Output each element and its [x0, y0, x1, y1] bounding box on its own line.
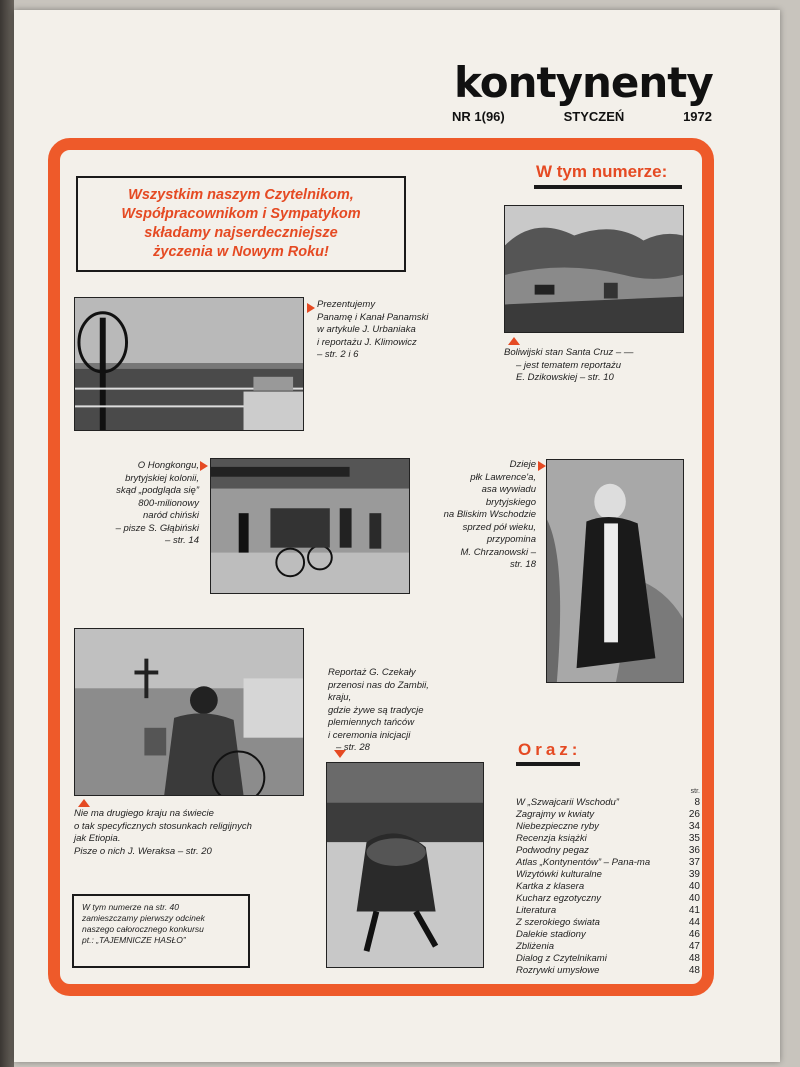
lawrence-photo [546, 459, 684, 683]
ethiopia-caption [74, 808, 304, 858]
toc-item-title: Dialog z Czytelnikami [516, 953, 607, 964]
zambia-photo [326, 762, 484, 968]
caption-line: brytyjskiego [485, 496, 536, 508]
toc-item [516, 797, 700, 809]
contest-line: naszego całorocznego konkursu [82, 924, 204, 934]
caption-line: Dzieje [509, 459, 536, 470]
toc-item [516, 905, 700, 917]
toc-item-page: 41 [688, 905, 700, 916]
toc-item [516, 941, 700, 953]
caption-line: i reportażu J. Klimowicz [317, 336, 417, 348]
pointer-arrow-icon [307, 303, 315, 313]
toc-item-page: 47 [688, 941, 700, 952]
toc-item [516, 929, 700, 941]
toc-item-page: 39 [688, 869, 700, 880]
toc-item-title: Recenzja książki [516, 833, 587, 844]
pointer-arrow-icon [200, 461, 208, 471]
issue-year: 1972 [683, 109, 712, 124]
caption-line: o tak specyficznych stosunkach religijnych [74, 820, 252, 832]
binding-edge [0, 0, 14, 1067]
toc-item-title: Podwodny pegaz [516, 845, 589, 856]
toc-item-title: Kucharz egzotyczny [516, 893, 602, 904]
magazine-page [14, 10, 780, 1062]
caption-line: na Bliskim Wschodzie [443, 509, 536, 520]
caption-line: Reportaż G. Czekały [328, 667, 416, 678]
toc-item [516, 869, 700, 881]
toc-item-page: 34 [688, 821, 700, 832]
hongkong-caption [94, 460, 199, 548]
toc-item-title: Zagrajmy w kwiaty [516, 809, 595, 820]
toc-item-page: 36 [688, 845, 700, 856]
panama-photo [74, 297, 304, 431]
hongkong-photo [210, 458, 410, 594]
caption-line: O Hongkongu, [137, 460, 199, 471]
toc-item-title: Zbliżenia [516, 941, 555, 952]
greeting-line: Współpracownikom i Sympatykom [121, 206, 361, 222]
caption-line: Prezentujemy [317, 299, 376, 310]
lawrence-caption [426, 459, 536, 572]
pointer-arrow-icon [78, 799, 90, 807]
toc-heading: Oraz: [518, 740, 582, 759]
caption-line: Nie ma drugiego kraju na świecie [74, 808, 214, 819]
caption-line: przypomina [486, 534, 536, 545]
caption-line: E. Dzikowskiej – str. 10 [516, 372, 614, 383]
toc-item-title: W „Szwajcarii Wschodu” [516, 797, 619, 808]
caption-line: płk Lawrence'a, [470, 471, 536, 483]
toc-item-title: Literatura [516, 905, 557, 916]
toc-page-header: str. [690, 788, 700, 795]
caption-line: 800-milionowy [138, 497, 199, 509]
contest-line: pt.: „TAJEMNICZE HASŁO” [82, 935, 186, 945]
pointer-arrow-icon [538, 461, 546, 471]
ethiopia-photo [74, 628, 304, 796]
toc-item-title: Z szerokiego świata [516, 917, 600, 928]
toc-item-page: 8 [694, 797, 700, 808]
toc-item [516, 857, 700, 869]
masthead-title: kontynenty [454, 58, 713, 107]
in-issue-heading: W tym numerze: [536, 162, 668, 181]
heading-rule [534, 185, 682, 189]
toc-item-title: Dalekie stadiony [516, 929, 586, 940]
toc-item [516, 917, 700, 929]
caption-line: – jest tematem reportażu [516, 359, 622, 371]
caption-line: Pisze o nich J. Weraksa – str. 20 [74, 845, 212, 857]
issue-number: NR 1(96) [452, 109, 505, 124]
toc-item-title: Rozrywki umysłowe [516, 965, 600, 976]
greeting-line: składamy najserdeczniejsze [144, 225, 338, 241]
caption-line: Panamę i Kanał Panamski [317, 311, 429, 323]
caption-line: Boliwijski stan Santa Cruz – — [504, 347, 634, 358]
toc-item-page: 40 [688, 881, 700, 892]
pointer-arrow-icon [508, 337, 520, 345]
toc-item [516, 809, 700, 821]
toc-item [516, 893, 700, 905]
greeting-line: życzenia w Nowym Roku! [153, 244, 329, 260]
caption-line: w artykule J. Urbaniaka [317, 324, 416, 335]
toc-item [516, 881, 700, 893]
toc-item-page: 48 [688, 965, 700, 976]
toc-list [516, 788, 700, 977]
toc-item-page: 40 [688, 893, 700, 904]
toc-item-page: 46 [688, 929, 700, 940]
caption-line: – str. 2 i 6 [317, 349, 359, 360]
caption-line: i ceremonia inicjacji [328, 729, 411, 741]
toc-item-title: Niebezpieczne ryby [516, 821, 599, 832]
contest-line: zamieszczamy pierwszy odcinek [82, 913, 205, 923]
toc-item-title: Atlas „Kontynentów” – Pana-ma [516, 857, 651, 868]
caption-line: jak Etiopia. [74, 833, 121, 844]
toc-item-page: 35 [688, 833, 700, 844]
toc-item [516, 821, 700, 833]
caption-line: M. Chrzanowski – [460, 546, 536, 558]
toc-item [516, 833, 700, 845]
caption-line: przenosi nas do Zambii, [328, 679, 429, 691]
toc-item-page: 26 [688, 809, 700, 820]
issue-month: STYCZEŃ [563, 109, 625, 124]
caption-line: – str. 14 [165, 535, 199, 546]
contest-box [72, 894, 250, 968]
caption-line: naród chiński [143, 510, 199, 521]
toc-item-page: 44 [688, 917, 700, 928]
caption-line: gdzie żywe są tradycje [328, 704, 424, 716]
santa-cruz-caption [504, 347, 694, 385]
panama-caption [317, 299, 457, 362]
toc-item-title: Wizytówki kulturalne [516, 869, 602, 880]
zambia-caption [328, 667, 468, 755]
greeting-line: Wszystkim naszym Czytelnikom, [128, 187, 354, 203]
toc-item [516, 965, 700, 977]
caption-line: brytyjskiej kolonii, [125, 472, 199, 484]
toc-item [516, 953, 700, 965]
toc-item [516, 845, 700, 857]
caption-line: kraju, [328, 692, 352, 703]
pointer-arrow-icon [334, 750, 346, 758]
contest-line: W tym numerze na str. 40 [82, 902, 179, 912]
toc-heading-rule [516, 762, 580, 766]
santa-cruz-photo [504, 205, 684, 333]
toc-item-page: 37 [688, 857, 700, 868]
toc-item-page: 48 [688, 953, 700, 964]
toc-item-title: Kartka z klasera [516, 881, 585, 892]
greeting-box [76, 176, 406, 272]
caption-line: skąd „podgląda się” [116, 485, 199, 496]
issue-info [452, 109, 712, 124]
caption-line: – str. 28 [336, 742, 370, 753]
caption-line: plemiennych tańców [328, 717, 415, 728]
caption-line: asa wywiadu [481, 484, 536, 495]
caption-line: – pisze S. Głąbiński [115, 522, 199, 534]
caption-line: sprzed pół wieku, [462, 521, 536, 533]
caption-line: str. 18 [509, 559, 536, 570]
